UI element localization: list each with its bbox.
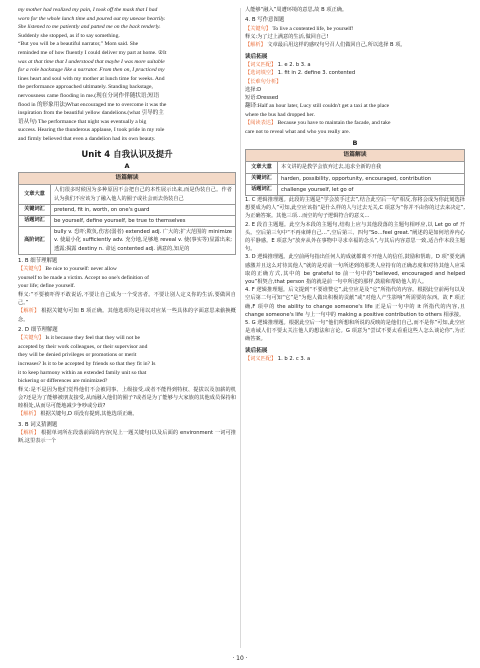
text-line: 4. F 逻辑推理题。后文提到“不要谁赞它”,此空应是及“它”所指代的内容。根据此空前两句以及空后第二句可知“它”是“为他人做出积极的贡献”或“对他人产生影响”所需要的东西。故 F 项正确,F 项中的 the ability to change someone's life 正是后一句中的 it 所指代的内容,且 change someone's life 与上一句中的 making a positive contribution to others 相承接。 <box>245 287 465 318</box>
text-line: your life; define yourself. <box>18 283 76 290</box>
table-row <box>19 185 236 204</box>
tag-text: Is it because they feel that they will not be <box>45 335 140 342</box>
tagged-line <box>245 78 465 86</box>
row-value: 本文讲的是教学会放弃过去,追求全新的自我 <box>278 162 465 173</box>
row-key: 话题词汇 <box>19 215 51 226</box>
row-value: be yourself, define yourself, be true to themselves <box>51 215 236 226</box>
text-line: it to keep harmony within an extended family unit so that <box>18 369 147 376</box>
row-value: 人们很多时候因为多种原因不会把自己的本性展示出来,而是伪装自己。作者认为我们不应该为了融入他人的圈子或社会而去伪装自己 <box>51 185 236 204</box>
passage-line: my mother had realized my pain, I took off the mask that I had <box>18 7 158 13</box>
passage-line: inspiration from the beautiful yellow dandelions.(what 引导的主 <box>18 110 164 117</box>
tag-text: 根据关键句可知 B 项正确。其他选项均是用以对应某一些具体的字面意思来偷换概念。 <box>18 308 236 323</box>
question-item: 4. B 写作意图题 <box>245 17 285 24</box>
tagged-line <box>245 69 465 77</box>
question-item: 2. D 细节理解题 <box>18 326 58 333</box>
passage-line: 语从句) The performance that night was eventually a big <box>18 118 147 125</box>
passage-line: and firmly believed that even a dandelion had its own beauty. <box>18 135 156 142</box>
tag-text: Be nice to yourself: never allow <box>45 266 117 273</box>
passage-line: was at that time that I understood that maybe I was more suitable <box>18 58 165 65</box>
tagged-line <box>18 334 236 343</box>
tag-label: 【解析】 <box>18 411 39 418</box>
discourse-table-a <box>18 172 236 255</box>
passage-line: lines heart and soul with my mother at lunch time for weeks. And <box>18 75 165 82</box>
table-row <box>19 227 236 255</box>
text-line: they will be denied privileges or promotions or merit <box>18 352 137 359</box>
row-key: 话题词汇 <box>246 184 278 195</box>
text-line: 人能够“融入”周遭环境的意思,故 B 项正确。 <box>245 7 348 13</box>
tag-label: 【解析】 <box>18 429 40 436</box>
tag-text: 1. b 2. c 3. a <box>277 356 311 363</box>
row-key: 关键词汇 <box>246 173 278 184</box>
tag-label: 【阅读表达】 <box>245 120 277 127</box>
answers-a <box>18 257 236 446</box>
tag-label: 【词义匹配】 <box>245 356 277 363</box>
tagged-line <box>245 61 465 69</box>
tagged-line <box>245 355 465 363</box>
text-line: 释义:“不要被吓得不敢说话,不要让自己成为一个受害者。不要让别人定义你的生活,要做回自己。” <box>18 291 236 307</box>
passage-line: the performance approached ultimately. Standing backstage, <box>18 84 153 91</box>
tag-text: 1. fit in 2. define 3. contented <box>277 70 356 77</box>
tagged-line <box>18 265 236 274</box>
tagged-line <box>18 429 236 445</box>
column-divider <box>240 8 241 648</box>
tag-text: 文章最后用这样的感叹句号召人们做回自己,所以选择 B 项。 <box>267 42 406 49</box>
tagged-line <box>245 119 465 128</box>
right-column <box>245 6 465 363</box>
passage-line: nervousness came flooding in me.(现在分词作伴随状语;短语 <box>18 92 160 99</box>
passage-line: for a role backstage like a narrator. From then on, I practiced my <box>18 67 165 74</box>
table-row <box>19 215 236 226</box>
text-line: care not to reveal what and who you really are. <box>245 129 350 135</box>
section-heading: 读后拓展 <box>245 53 268 60</box>
passage-line: worn for the whole lunch time and poured out my unease heartily. <box>18 15 166 22</box>
text-line: 短语:Dressed <box>245 95 279 102</box>
row-value: harden, possibility, opportunity, encouraged, contribution <box>278 173 465 184</box>
tag-text: 根据单词所在段落前面的内容(见上一题关键句)以及后面的 environment 一词可推断,这里表示一个 <box>18 429 236 445</box>
left-column <box>18 6 236 445</box>
tag-label: 【解析】 <box>18 308 40 315</box>
tag-label: 【关键句】 <box>18 335 44 342</box>
answers-a-continued <box>245 6 465 137</box>
text-line: 1. C 逻辑推理题。此段的主题是“学会放手过去”,结合此空后一句“相反,你将会成为你此刻选择想要成为的人”可知,此空应该指“是什么样的人与过去无关,C 项意为“你并不由你的过去来决定”,为正确答案。其他三项…而空的句子逻辑符合的意义… <box>245 197 465 220</box>
tagged-line <box>18 307 236 323</box>
table-row <box>246 184 465 195</box>
section-b-label: B <box>352 138 358 147</box>
passage-line: reminded me of how fluently I could deliver my part at home. ②It <box>18 49 167 56</box>
text-line: 2. E 段首主题题。此空为本段的主题句,结构上应与其他段落的主题句相呼应,以 Let go of 开头。空后第三句中“不再束缚自己…”,空后第三、四句“So…feel great.”阐述的是如何培养内心的平静感。E 项意为“放弃从外在事物中寻求幸福的念头”,与其后内容意思一致,适合作本段主题句。 <box>245 221 465 253</box>
tag-label: 【解析】 <box>245 42 266 49</box>
row-value: pretend, fit in, worth, on one's guard <box>51 204 236 215</box>
tag-label: 【长难句分析】 <box>245 78 282 85</box>
answers-b <box>245 196 465 363</box>
page-number: · 10 · <box>232 655 248 662</box>
table-header: 语篇解读 <box>246 149 465 162</box>
tagged-line <box>245 25 465 34</box>
passage-line: “But you will be a beautiful narrator,” Mom said. She <box>18 41 139 48</box>
section-a-label: A <box>124 161 130 170</box>
text-line: 翻译:Half an hour later, Lucy still couldn't get a taxi at the place <box>245 103 390 110</box>
question-item: 3. B 词义猜测题 <box>18 421 58 428</box>
unit-title: Unit 4 自我认识及提升 <box>81 149 173 160</box>
row-value: challenge yourself, let go of <box>278 184 465 195</box>
tag-text: Because you have to maintain the facade, and take <box>277 120 391 127</box>
row-key: 高阶词汇 <box>19 227 51 255</box>
passage-line: She listened to me patiently and patted me on the back tenderly. <box>18 24 161 31</box>
tag-text: To live a contented life, be yourself! <box>272 25 354 32</box>
table-row <box>246 162 465 173</box>
row-key: 文章大意 <box>246 162 278 173</box>
tagged-line <box>245 41 465 49</box>
table-row <box>246 173 465 184</box>
tag-label: 【关键句】 <box>245 25 271 32</box>
text-line: 释义:为了过上满意的生活,做回自己! <box>245 34 329 41</box>
passage-line: Suddenly she stopped, as if to say something. <box>18 32 120 39</box>
text-line: 选择:D <box>245 86 262 93</box>
tag-label: 【词义匹配】 <box>245 62 277 69</box>
text-line: yourself to be made a victim. Accept no one's definition of <box>18 274 150 281</box>
tag-label: 【关键句】 <box>18 266 44 273</box>
text-line: where the bus had dropped her. <box>245 111 315 118</box>
reading-passage <box>18 6 236 144</box>
text-line: 释义:是不是因为他们觉得他们不会被同事、上级接受,或者不能得到特权、提拔以及加薪的机会?还是为了能够被朋友接受,从而融入他们的圈子?或者是为了能够与大家族的其他成员保持和睦相处,从而尽可能地减少争吵或分歧? <box>18 386 236 410</box>
row-key: 关键词汇 <box>19 204 51 215</box>
table-header: 语篇解读 <box>19 172 236 185</box>
tag-label: 【选词填空】 <box>245 70 277 77</box>
row-key: 文章大意 <box>19 185 51 204</box>
text-line: bickering or differences are minimized? <box>18 378 108 385</box>
section-heading: 读后拓展 <box>245 347 268 354</box>
text-line: 5. G 逻辑推理题。根据此空后一句“他们所想和所说的反映的是他们自己,而不是你”可知,此空应是劝诫人们不要太关注他人的想法和言论。G 项意为“尝试不要太看重这些人怎么谈论你”,为正确答案。 <box>245 320 465 343</box>
text-line: increases? Is it to be accepted by friends so that they fit in? Is <box>18 360 156 367</box>
question-item: 1. B 细节理解题 <box>18 257 58 264</box>
row-value: bully v. 恐吓;欺负,伤害(弱者) extended adj. 广大的;扩大范围的 minimize v. 使最小化 sufficiently adv. 充分地,足够地 reveal v. 使(事实等)显露出来;透露;揭露 destiny n. 命运 contented adj. 满意的,知足的 <box>51 227 236 255</box>
passage-line: success. Hearing the thunderous applause, I took pride in my role <box>18 127 165 134</box>
text-line: accepted by their work colleagues, or their supervisor and <box>18 343 148 350</box>
passage-line: flood in 的形象用法)What encouraged me to overcome it was the <box>18 101 167 108</box>
tag-text: 根据关键句,D 项没有提到,其他选项正确。 <box>40 411 138 418</box>
tag-text: 1. e 2. b 3. a <box>277 62 311 69</box>
table-row <box>19 204 236 215</box>
text-line: 3. D 逻辑推理题。此空前两句指出任何人的成就都离不开他人的信任,鼓励和帮助。D 项“要充满感激并且这么对待其他人”就的是对前一句所述到的那类人应持有的正确态度和对待其他人应采取的正确方式,其中的 be grateful to 前一句中的“believed, encouraged and helped you”相契合,that person 指的就是前一句中所述的那样,鼓励和帮助他人的人。 <box>245 254 465 286</box>
tagged-line <box>18 410 236 418</box>
discourse-table-b <box>245 149 465 196</box>
